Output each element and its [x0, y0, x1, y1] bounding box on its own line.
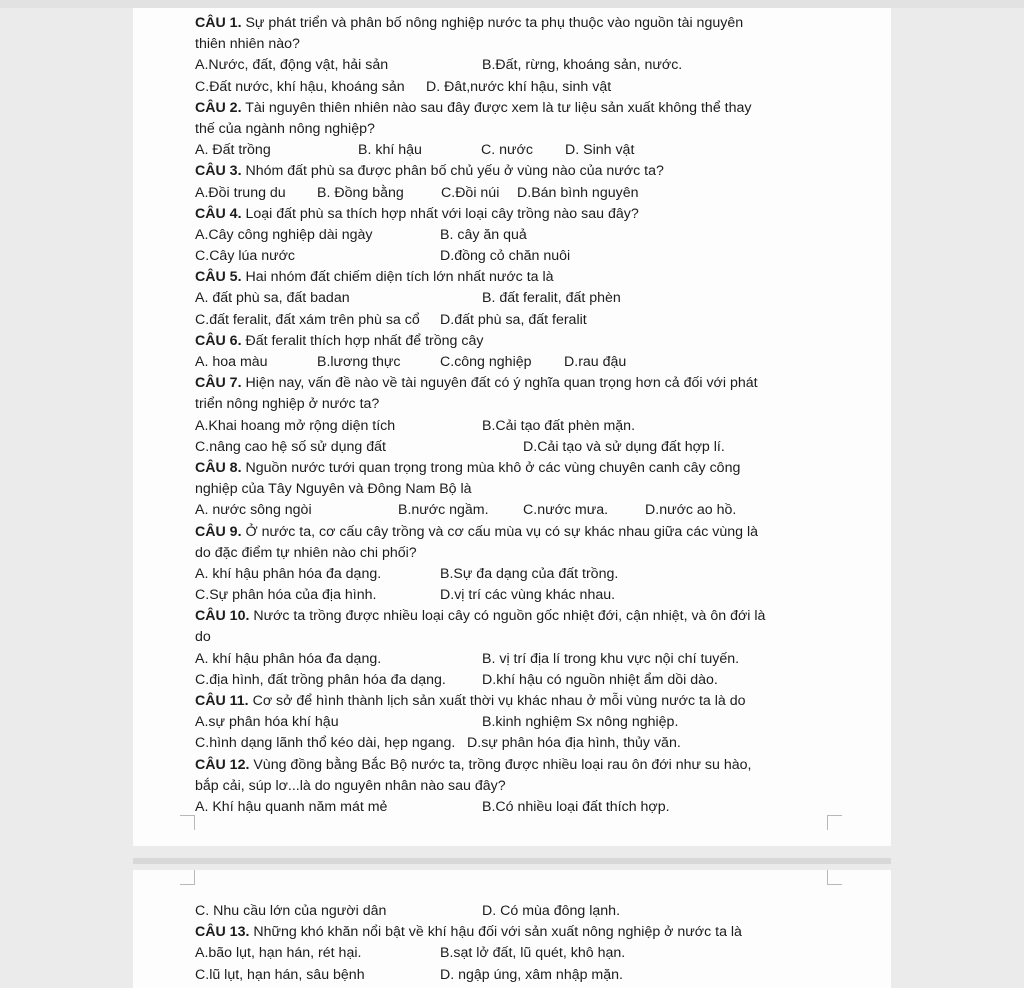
question-text: bắp cải, súp lơ...là do nguyên nhân nào sau đây?	[195, 777, 506, 794]
question-text: do	[195, 629, 211, 646]
question-number: CÂU 2.	[195, 99, 242, 116]
page-separator	[133, 858, 891, 864]
question-number: CÂU 7.	[195, 375, 242, 392]
answer-option: D.đất phù sa, đất feralit	[440, 311, 587, 328]
answer-options-row	[195, 416, 875, 437]
question-list	[195, 13, 875, 818]
question-list-continued	[195, 901, 875, 986]
question-text-line	[195, 204, 875, 225]
answer-option: D.Bán bình nguyên	[517, 184, 639, 201]
answer-option: A. khí hậu phân hóa đa dạng.	[195, 650, 382, 667]
answer-option: D.Cải tạo và sử dụng đất hợp lí.	[523, 438, 725, 455]
answer-options-row	[195, 943, 875, 964]
question-text-line	[195, 606, 875, 627]
question-number: CÂU 13.	[195, 924, 250, 941]
answer-option: C. nước	[481, 142, 533, 159]
question-text-line	[195, 331, 875, 352]
answer-option: B. đất feralit, đất phèn	[482, 290, 621, 307]
answer-option: D. Sinh vật	[565, 142, 635, 159]
question-text-line	[195, 267, 875, 288]
answer-option: B.Có nhiều loại đất thích hợp.	[482, 798, 670, 815]
question-number: CÂU 1.	[195, 15, 242, 31]
answer-option: A.sự phân hóa khí hậu	[195, 714, 339, 731]
answer-option: A.bão lụt, hạn hán, rét hại.	[195, 945, 362, 962]
answer-option: C. Nhu cầu lớn của người dân	[195, 903, 387, 919]
question-text: Tài nguyên thiên nhiên nào sau đây được xem là tư liệu sản xuất không thể thay	[241, 99, 752, 116]
question-text: nghiệp của Tây Nguyên và Đông Nam Bộ là	[195, 481, 472, 498]
answer-option: D.nước ao hồ.	[645, 502, 737, 519]
answer-options-row	[195, 965, 875, 986]
page-corner-mark	[827, 815, 842, 830]
answer-options-row	[195, 649, 875, 670]
question-number: CÂU 6.	[195, 332, 242, 349]
answer-option: C.Sự phân hóa của địa hình.	[195, 587, 377, 604]
answer-option: D.rau đậu	[564, 354, 627, 370]
answer-options-row	[195, 55, 875, 76]
answer-options-row	[195, 500, 875, 521]
question-text-line	[195, 161, 875, 182]
answer-option: C.địa hình, đất trồng phân hóa đa dạng.	[195, 671, 446, 688]
answer-option: C.Đất nước, khí hậu, khoáng sản	[195, 78, 405, 95]
answer-options-row	[195, 564, 875, 585]
answer-options-row	[195, 901, 875, 922]
question-text: thế của ngành nông nghiệp?	[195, 120, 375, 137]
question-number: CÂU 9.	[195, 523, 242, 540]
answer-option: C.nâng cao hệ số sử dụng đất	[195, 438, 386, 455]
answer-option: B. cây ăn quả	[440, 226, 527, 243]
answer-option: C.hình dạng lãnh thổ kéo dài, hẹp ngang.	[195, 735, 456, 752]
question-number: CÂU 5.	[195, 269, 242, 286]
answer-option: D.vị trí các vùng khác nhau.	[440, 587, 616, 604]
answer-options-row	[195, 77, 875, 98]
answer-option: C.công nghiệp	[440, 354, 532, 370]
question-text: do đặc điểm tự nhiên nào chi phối?	[195, 544, 417, 561]
answer-options-row	[195, 288, 875, 309]
answer-option: D.đồng cỏ chăn nuôi	[440, 248, 571, 265]
answer-option: A. Khí hậu quanh năm mát mẻ	[195, 798, 388, 815]
question-text: Ở nước ta, cơ cấu cây trồng và cơ cấu mùa vụ có sự khác nhau giữa các vùng là	[241, 523, 759, 540]
answer-option: B.Đất, rừng, khoáng sản, nước.	[482, 57, 683, 74]
question-text-line	[195, 691, 875, 712]
answer-option: A. đất phù sa, đất badan	[195, 290, 350, 307]
page-corner-mark	[827, 870, 842, 885]
answer-options-row	[195, 712, 875, 733]
answer-option: B. khí hậu	[358, 142, 422, 159]
answer-options-row	[195, 140, 875, 161]
answer-options-row	[195, 225, 875, 246]
question-text: Nguồn nước tưới quan trọng trong mùa khô ở các vùng chuyên canh cây công	[241, 459, 741, 476]
answer-option: C.đất feralit, đất xám trên phù sa cổ	[195, 311, 420, 328]
answer-option: A. nước sông ngòi	[195, 502, 312, 519]
answer-options-row	[195, 797, 875, 818]
answer-options-row	[195, 585, 875, 606]
question-text-line	[195, 34, 875, 55]
answer-option: D.sự phân hóa địa hình, thủy văn.	[467, 735, 681, 752]
question-number: CÂU 10.	[195, 608, 250, 625]
answer-option: A.Cây công nghiệp dài ngày	[195, 226, 373, 243]
question-text: Những khó khăn nổi bật về khí hậu đối với sản xuất nông nghiệp ở nước ta là	[249, 924, 742, 941]
answer-option: B.lương thực	[317, 354, 401, 370]
answer-option: D.khí hậu có nguồn nhiệt ẩm dồi dào.	[482, 671, 718, 688]
question-text-line	[195, 922, 875, 943]
answer-option: D. Đât,nước khí hậu, sinh vật	[426, 78, 612, 95]
question-number: CÂU 8.	[195, 459, 242, 476]
question-text-line	[195, 755, 875, 776]
answer-option: A. khí hậu phân hóa đa dạng.	[195, 565, 382, 582]
answer-option: A. Đất trồng	[195, 142, 271, 159]
top-edge	[0, 0, 1024, 8]
answer-option: B. vị trí địa lí trong khu vực nội chí tuyến.	[482, 650, 740, 667]
question-text-line	[195, 394, 875, 415]
answer-option: A.Đồi trung du	[195, 184, 286, 201]
answer-option: B.Cải tạo đất phèn mặn.	[482, 417, 636, 434]
question-text-line	[195, 543, 875, 564]
question-number: CÂU 4.	[195, 205, 242, 222]
question-text-line	[195, 458, 875, 479]
answer-option: A.Khai hoang mở rộng diện tích	[195, 417, 396, 434]
answer-option: C.nước mưa.	[523, 502, 609, 519]
question-text-line	[195, 627, 875, 648]
answer-option: D. ngập úng, xâm nhập mặn.	[440, 966, 623, 983]
answer-option: B.kinh nghiệm Sx nông nghiệp.	[482, 714, 679, 731]
question-text-line	[195, 479, 875, 500]
answer-option: B.nước ngầm.	[398, 502, 489, 519]
question-text-line	[195, 13, 875, 34]
question-text-line	[195, 522, 875, 543]
answer-options-row	[195, 352, 875, 373]
document-page-1	[133, 8, 891, 846]
question-text: Vùng đồng bằng Bắc Bộ nước ta, trồng được nhiều loại rau ôn đới như su hào,	[249, 756, 752, 773]
answer-option: A.Nước, đất, động vật, hải sản	[195, 57, 389, 74]
answer-options-row	[195, 246, 875, 267]
question-text: Loại đất phù sa thích hợp nhất với loại cây trồng nào sau đây?	[241, 205, 639, 222]
answer-options-row	[195, 670, 875, 691]
question-text: Hiện nay, vấn đề nào về tài nguyên đất có ý nghĩa quan trọng hơn cả đối với phát	[241, 375, 758, 392]
question-text: Đất feralit thích hợp nhất để trồng cây	[241, 332, 484, 349]
answer-option: C.Đồi núi	[441, 184, 500, 201]
answer-option: C.lũ lụt, hạn hán, sâu bệnh	[195, 966, 365, 983]
question-text: Hai nhóm đất chiếm diện tích lớn nhất nước ta là	[241, 269, 554, 286]
question-text: Nhóm đất phù sa được phân bố chủ yếu ở vùng nào của nước ta?	[241, 163, 664, 180]
question-text: triển nông nghiệp ở nước ta?	[195, 396, 380, 413]
answer-options-row	[195, 733, 875, 754]
question-text: Sự phát triển và phân bố nông nghiệp nước ta phụ thuộc vào nguồn tài nguyên	[241, 15, 744, 31]
question-text: thiên nhiên nào?	[195, 36, 300, 53]
answer-option: B.Sự đa dạng của đất trồng.	[440, 565, 619, 582]
question-text-line	[195, 776, 875, 797]
answer-option: D. Có mùa đông lạnh.	[482, 903, 621, 919]
answer-option: B.sạt lở đất, lũ quét, khô hạn.	[440, 945, 626, 962]
question-text: Cơ sở để hình thành lịch sản xuất thời vụ khác nhau ở mỗi vùng nước ta là do	[248, 693, 746, 709]
document-page-2	[133, 870, 891, 988]
page-corner-mark	[180, 870, 195, 885]
answer-options-row	[195, 437, 875, 458]
answer-options-row	[195, 183, 875, 204]
question-text-line	[195, 119, 875, 140]
answer-options-row	[195, 310, 875, 331]
question-number: CÂU 12.	[195, 756, 250, 773]
question-number: CÂU 11.	[195, 693, 249, 709]
page-corner-mark	[180, 815, 195, 830]
question-text-line	[195, 373, 875, 394]
answer-option: A. hoa màu	[195, 354, 268, 370]
question-number: CÂU 3.	[195, 163, 242, 180]
answer-option: B. Đồng bằng	[317, 184, 404, 201]
answer-option: C.Cây lúa nước	[195, 248, 296, 265]
question-text: Nước ta trồng được nhiều loại cây có nguồn gốc nhiệt đới, cận nhiệt, và ôn đới là	[249, 608, 766, 625]
question-text-line	[195, 98, 875, 119]
